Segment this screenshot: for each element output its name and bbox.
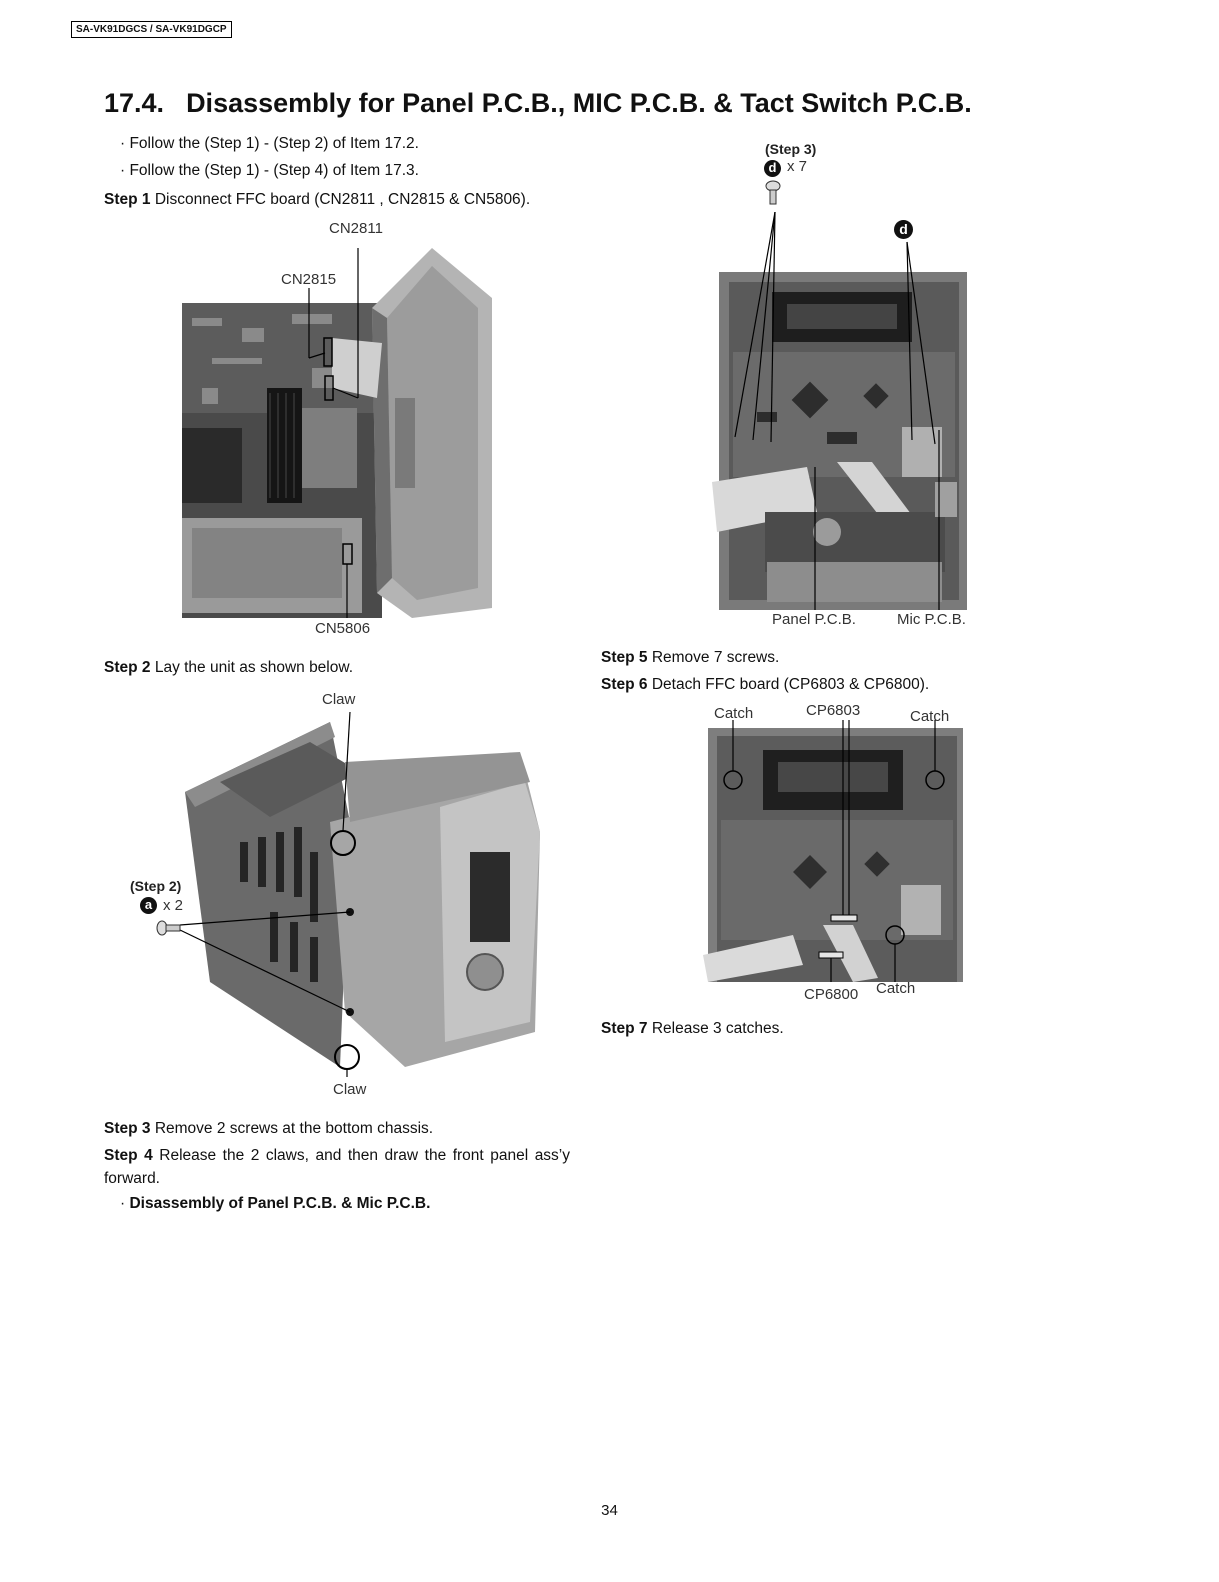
section-heading: Disassembly for Panel P.C.B., MIC P.C.B. & Tact Switch P.C.B. — [186, 88, 972, 118]
label-panel-pcb: Panel P.C.B. — [772, 611, 856, 628]
intro-item-1: · Follow the (Step 1) - (Step 2) of Item 17.2. — [120, 135, 419, 152]
label-catch-bottom: Catch — [876, 980, 916, 997]
label-catch-right: Catch — [910, 708, 950, 725]
label-claw-top: Claw — [322, 691, 356, 708]
model-tag: SA-VK91DGCS / SA-VK91DGCP — [71, 21, 232, 38]
intro-item-2: · Follow the (Step 1) - (Step 4) of Item 17.3. — [120, 162, 419, 179]
photo-unit-side-view — [180, 712, 550, 1077]
label-cn5806: CN5806 — [315, 620, 371, 637]
label-mic-pcb: Mic P.C.B. — [897, 611, 966, 628]
sub-heading: · Disassembly of Panel P.C.B. & Mic P.C.B. — [120, 1195, 431, 1212]
label-cp6800: CP6800 — [804, 986, 859, 1003]
step-5: Step 5 Remove 7 screws. — [601, 649, 780, 666]
step-7: Step 7 Release 3 catches. — [601, 1020, 784, 1037]
label-claw-bottom: Claw — [333, 1081, 367, 1098]
screw-count-d: x 7 — [787, 158, 808, 175]
label-catch-left: Catch — [714, 705, 754, 722]
step-2: Step 2 Lay the unit as shown below. — [104, 659, 354, 676]
marker-d: d — [894, 220, 913, 239]
page-number: 34 — [601, 1502, 618, 1519]
step-3: Step 3 Remove 2 screws at the bottom chassis. — [104, 1120, 434, 1137]
step-6: Step 6 Detach FFC board (CP6803 & CP6800). — [601, 676, 930, 693]
step-4: Step 4 Release the 2 claws, and then draw the front panel ass’y forward. — [104, 1147, 571, 1187]
label-cn2815: CN2815 — [281, 271, 337, 288]
screw-icon — [765, 180, 781, 206]
photo-panel-pcb-top — [697, 212, 971, 610]
photo-front-panel-connectors — [182, 248, 497, 618]
section-number: 17.4. — [104, 88, 165, 118]
step-1: Step 1 Disconnect FFC board (CN2811 , CN2815 & CN5806). — [104, 191, 531, 208]
screw-marker-a: a — [140, 897, 157, 914]
section-title — [104, 88, 972, 119]
callout-step-2: (Step 2) — [130, 878, 182, 894]
screw-marker-d: d — [764, 160, 781, 177]
screw-icon — [156, 919, 182, 937]
callout-step-3: (Step 3) — [765, 141, 817, 157]
label-cn2811: CN2811 — [329, 220, 383, 237]
screw-count-a: x 2 — [163, 897, 184, 914]
photo-panel-pcb-catches — [703, 720, 965, 982]
label-cp6803: CP6803 — [806, 702, 861, 719]
